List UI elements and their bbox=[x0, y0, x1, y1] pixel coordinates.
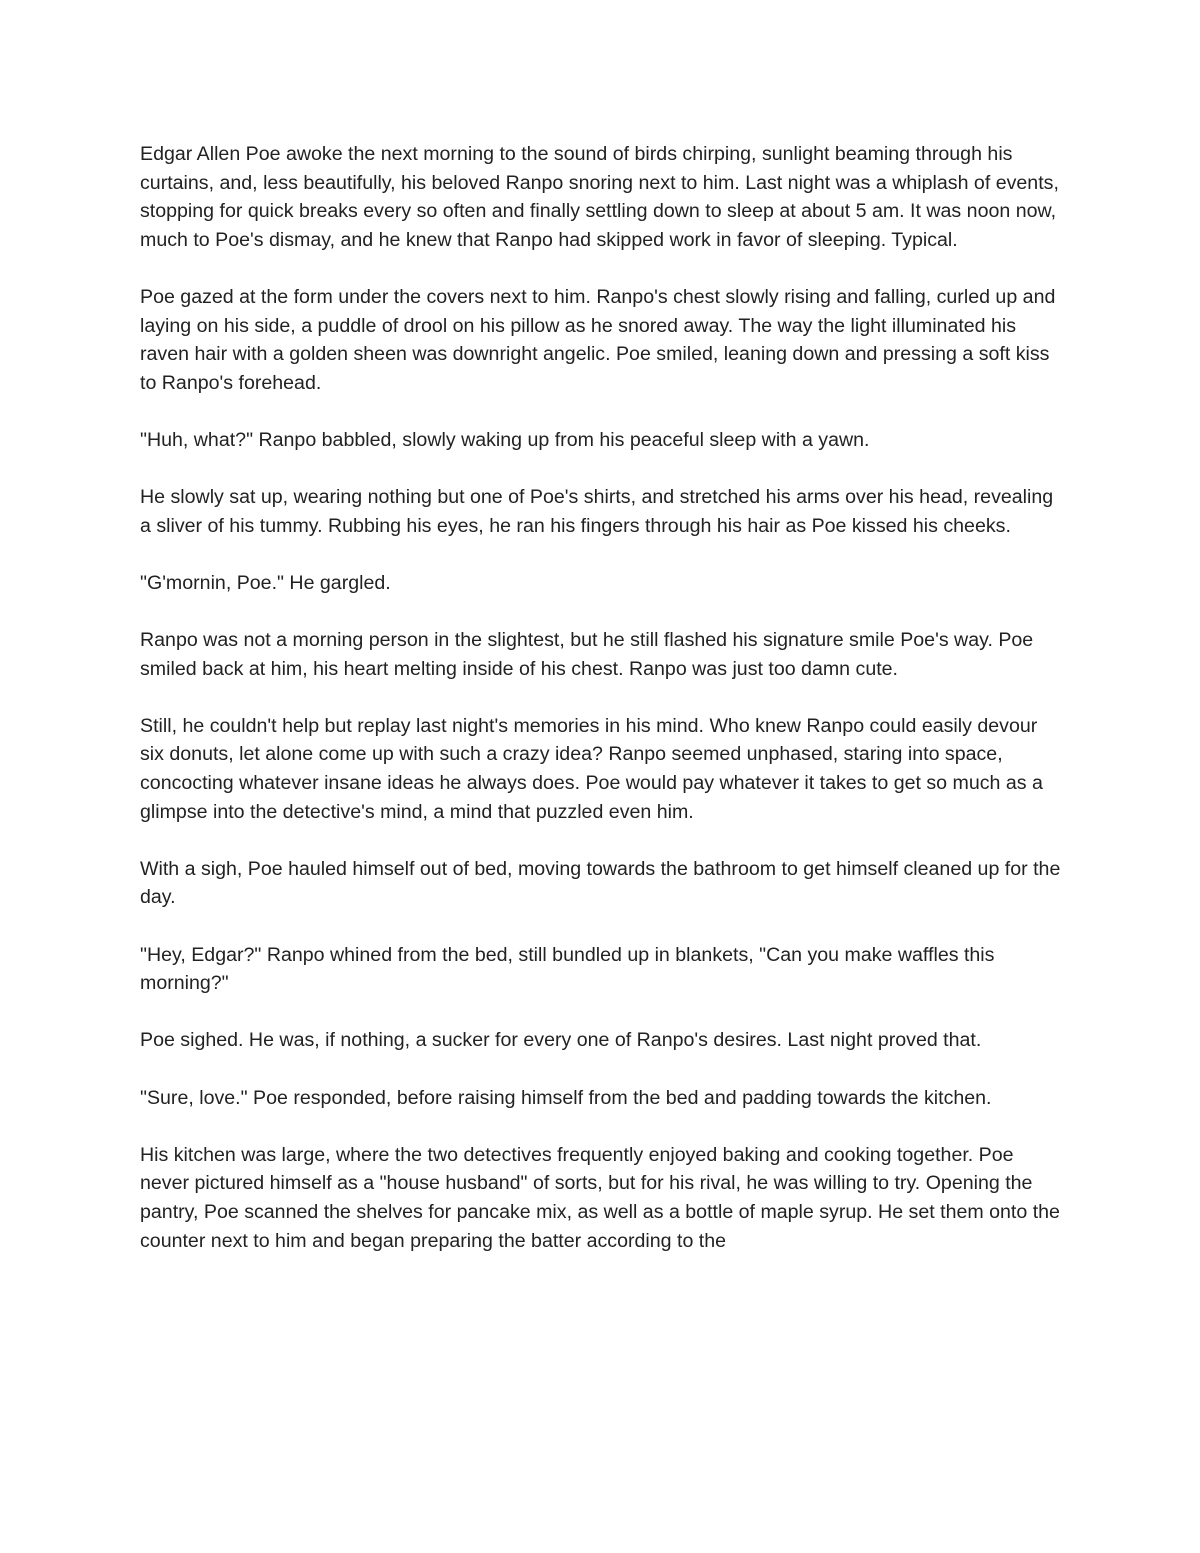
paragraph: He slowly sat up, wearing nothing but one of Poe's shirts, and stretched his arms over his head, revealing a sliver of his tummy. Rubbing his eyes, he ran his fingers through his hair as Poe kissed his cheeks. bbox=[140, 486, 1054, 537]
paragraph: Still, he couldn't help but replay last night's memories in his mind. Who knew Ranpo could easily devour six donuts, let alone come up with such a crazy idea? Ranpo seemed unphased, staring into space, concocting whatever insane ideas he always does. Poe would pay whatever it takes to get so much as a glimpse into the detective's mind, a mind that puzzled even him. bbox=[140, 714, 1043, 823]
document-body bbox=[140, 140, 1065, 1284]
paragraph: His kitchen was large, where the two detectives frequently enjoyed baking and cooking together. Poe never pictured himself as a "house husband" of sorts, but for his rival, he was willing to try. Opening the pantry, Poe scanned the shelves for pancake mix, as well as a bottle of maple syrup. He set them onto the counter next to him and began preparing the batter according to the bbox=[140, 1143, 1060, 1252]
paragraph: With a sigh, Poe hauled himself out of bed, moving towards the bathroom to get himself cleaned up for the day. bbox=[140, 857, 1061, 909]
paragraph: Poe sighed. He was, if nothing, a sucker for every one of Ranpo's desires. Last night proved that. bbox=[140, 1029, 982, 1052]
paragraph: "Sure, love." Poe responded, before raising himself from the bed and padding towards the kitchen. bbox=[140, 1086, 992, 1109]
paragraph: "Hey, Edgar?" Ranpo whined from the bed, still bundled up in blankets, "Can you make waffles this morning?" bbox=[140, 943, 995, 995]
paragraph: "G'mornin, Poe." He gargled. bbox=[140, 571, 391, 594]
paragraph: Poe gazed at the form under the covers next to him. Ranpo's chest slowly rising and falling, curled up and laying on his side, a puddle of drool on his pillow as he snored away. The way the light illuminated his raven hair with a golden sheen was downright angelic. Poe smiled, leaning down and pressing a soft kiss to Ranpo's forehead. bbox=[140, 285, 1056, 394]
paragraph: Ranpo was not a morning person in the slightest, but he still flashed his signature smile Poe's way. Poe smiled back at him, his heart melting inside of his chest. Ranpo was just too damn cute. bbox=[140, 629, 1034, 680]
paragraph: "Huh, what?" Ranpo babbled, slowly waking up from his peaceful sleep with a yawn. bbox=[140, 428, 870, 451]
paragraph: Edgar Allen Poe awoke the next morning to the sound of birds chirping, sunlight beaming through his curtains, and, less beautifully, his beloved Ranpo snoring next to him. Last night was a whiplash of events, stopping for quick breaks every so often and finally settling down to sleep at about 5 am. It was noon now, much to Poe's dismay, and he knew that Ranpo had skipped work in favor of sleeping. Typical. bbox=[140, 143, 1059, 251]
